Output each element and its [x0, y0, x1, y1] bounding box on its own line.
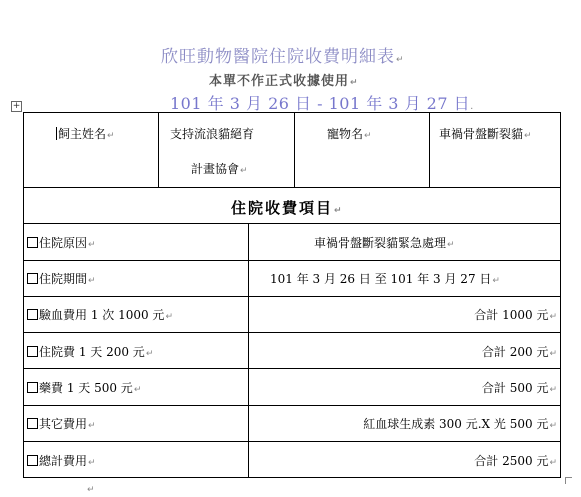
checkbox[interactable] — [27, 237, 38, 248]
item-label-medication: 藥費 1 天 500 元↵ — [27, 379, 141, 396]
row-divider — [24, 405, 560, 406]
item-value-blood-test: 合計 1000 元↵ — [474, 308, 557, 322]
column-divider — [429, 113, 430, 187]
column-divider — [158, 113, 159, 187]
document-subtitle: 本單不作正式收據使用↵ — [209, 74, 359, 89]
item-value-period: 101 年 3 月 26 日 至 101 年 3 月 27 日↵ — [270, 272, 500, 286]
organization-name-line2: 計畫協會↵ — [191, 162, 248, 176]
checkbox[interactable] — [27, 382, 38, 393]
row-divider — [24, 296, 560, 297]
checkbox[interactable] — [27, 309, 38, 320]
item-value-other-fees: 紅血球生成素 300 元.X 光 500 元↵ — [363, 417, 557, 431]
paragraph-mark: ↵ — [87, 485, 95, 495]
item-value-total: 合計 2500 元↵ — [474, 454, 557, 468]
pet-name-label: 寵物名↵ — [327, 127, 372, 141]
item-value-hospitalization: 合計 200 元↵ — [481, 345, 557, 359]
item-label-hospitalization: 住院費 1 天 200 元↵ — [27, 343, 153, 360]
checkbox[interactable] — [27, 273, 38, 284]
row-divider — [24, 441, 560, 442]
item-label-period: 住院期間↵ — [27, 270, 96, 287]
date-range: 101 年 3 月 26 日 - 101 年 3 月 27 日. — [170, 94, 474, 113]
item-label-other-fees: 其它費用↵ — [27, 415, 96, 432]
row-divider — [24, 332, 560, 333]
row-divider — [24, 223, 560, 224]
column-divider — [248, 223, 249, 477]
table-move-handle-icon[interactable]: + — [12, 101, 21, 111]
document-title: 欣旺動物醫院住院收費明細表↵ — [161, 47, 405, 67]
column-divider — [294, 113, 295, 187]
checkbox[interactable] — [27, 346, 38, 357]
item-label-blood-test: 驗血費用 1 次 1000 元↵ — [27, 306, 173, 323]
charges-table — [23, 112, 561, 478]
item-value-medication: 合計 500 元↵ — [481, 381, 557, 395]
item-label-total: 總計費用↵ — [27, 452, 96, 469]
checkbox[interactable] — [27, 455, 38, 466]
checkbox[interactable] — [27, 418, 38, 429]
row-divider — [24, 187, 560, 188]
item-label-reason: 住院原因↵ — [27, 234, 96, 251]
organization-name-line1: 支持流浪貓絕育 — [170, 127, 255, 141]
section-title: 住院收費項目↵ — [231, 199, 344, 217]
row-divider — [24, 260, 560, 261]
page-margin-corner — [565, 477, 572, 484]
case-description: 車禍骨盤斷裂貓↵ — [439, 127, 532, 141]
item-value-reason: 車禍骨盤斷裂貓緊急處理↵ — [314, 236, 455, 250]
owner-name-label: 飼主姓名↵ — [58, 127, 115, 141]
row-divider — [24, 368, 560, 369]
